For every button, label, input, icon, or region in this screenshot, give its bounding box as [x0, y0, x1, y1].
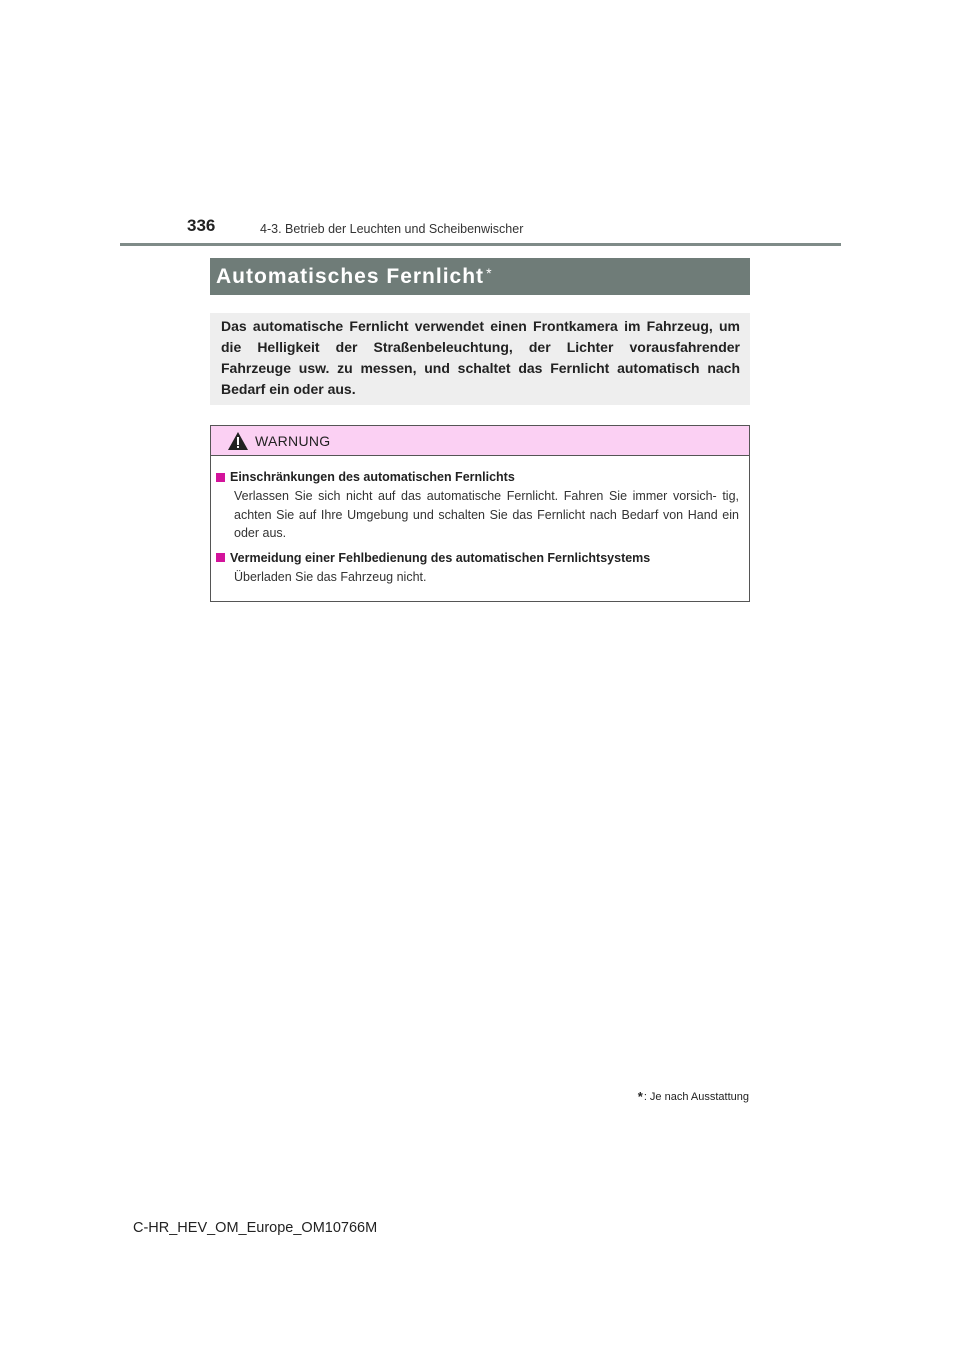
- warning-item: [216, 549, 739, 587]
- warning-item-heading-text: Einschränkungen des automatischen Fernlichts: [230, 470, 515, 484]
- warning-item-heading-text: Vermeidung einer Fehlbedienung des automatischen Fernlichtsystems: [230, 550, 651, 565]
- page-title: Automatisches Fernlicht: [216, 264, 485, 288]
- warning-triangle-icon: [227, 431, 249, 451]
- footnote-mark: *: [637, 1089, 643, 1104]
- intro-text: Das automatische Fernlicht verwendet einen Frontkamera im Fahrzeug, um die Helligkeit der Straßenbeleuchtung, der Lichter vorausfahrender Fahrzeuge usw. zu messen, und schaltet das Fernlicht automatisch nach Bedarf ein oder aus.: [221, 318, 740, 397]
- header-rule: [120, 243, 841, 246]
- intro-box: [210, 313, 750, 405]
- warning-item-text: Überladen Sie das Fahrzeug nicht.: [234, 569, 427, 584]
- footnote-text: : Je nach Ausstattung: [643, 1090, 749, 1103]
- warning-label: WARNUNG: [255, 432, 331, 449]
- bullet-square-icon: [216, 473, 225, 482]
- title-bar: [210, 258, 750, 295]
- section-header: 4-3. Betrieb der Leuchten und Scheibenwischer: [260, 222, 524, 236]
- warning-item-heading: [216, 549, 739, 567]
- warning-item: [216, 468, 739, 543]
- warning-header: [211, 426, 749, 456]
- warning-box: [210, 425, 750, 602]
- page-number: 336: [187, 216, 216, 235]
- warning-item-text: Verlassen Sie sich nicht auf das automatische Fernlicht. Fahren Sie immer vorsich- tig, achten Sie auf Ihre Umgebung und schalten Sie das Fernlicht nach Bedarf von Hand ein oder aus.: [234, 489, 739, 540]
- warning-item-heading: [216, 468, 739, 486]
- bullet-square-icon: [216, 553, 225, 562]
- warning-body: [211, 456, 749, 586]
- title-footnote-mark: *: [486, 264, 492, 281]
- footnote: [638, 1089, 749, 1104]
- document-id: C-HR_HEV_OM_Europe_OM10766M: [133, 1220, 378, 1236]
